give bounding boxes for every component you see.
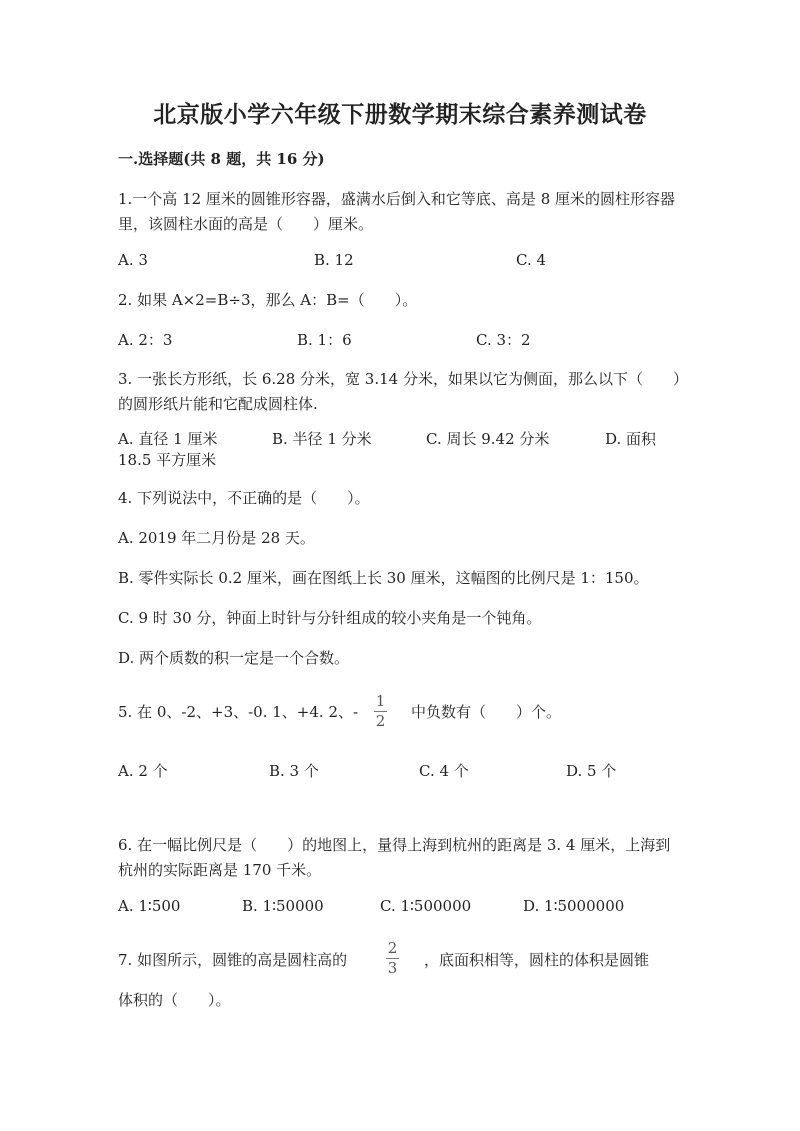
question-2-text: 2. 如果 A×2=B÷3，那么 A：B=（ ）。 — [118, 291, 418, 309]
fraction-two-thirds — [386, 940, 399, 977]
question-1-text: 1.一个高 12 厘米的圆锥形容器，盛满水后倒入和它等底、高是 8 厘米的圆柱形容器里，该圆柱水面的高是（ ）厘米。 — [118, 190, 676, 233]
option-d[interactable]: D. 面积 — [605, 430, 657, 448]
question-5-options — [118, 760, 684, 784]
page-title: 北京版小学六年级下册数学期末综合素养测试卷 — [153, 101, 647, 128]
question-5-text-before: 5. 在 0、-2、+3、-0. 1、+4. 2、- — [118, 703, 359, 721]
question-7-text-after: ，底面积相等，圆柱的体积是圆锥 — [424, 951, 650, 969]
question-7-text-line2: 体积的（ ）。 — [118, 991, 231, 1009]
option-b[interactable]: B. 12 — [314, 251, 354, 269]
option-a[interactable]: A. 2 个 — [118, 762, 168, 780]
option-a[interactable]: A. 2019 年二月份是 28 天。 — [118, 529, 315, 547]
question-6-text: 6. 在一幅比例尺是（ ）的地图上，量得上海到杭州的距离是 3. 4 厘米，上海到杭州的实际距离是 170 千米。 — [118, 836, 671, 879]
fraction-numerator: 2 — [387, 939, 398, 957]
option-c[interactable]: C. 4 — [516, 251, 547, 269]
option-b[interactable]: B. 零件实际长 0.2 厘米，画在图纸上长 30 厘米，这幅图的比例尺是 1：150。 — [118, 569, 649, 587]
option-a[interactable]: A. 1∶500 — [118, 897, 181, 915]
option-a[interactable]: A. 直径 1 厘米 — [118, 430, 218, 448]
fraction-one-half — [374, 693, 387, 730]
option-b[interactable]: B. 1∶50000 — [242, 897, 324, 915]
question-4-option-a[interactable] — [118, 527, 684, 551]
question-5-text-after: 中负数有（ ）个。 — [411, 703, 562, 721]
question-1-options — [118, 251, 684, 275]
option-a[interactable]: A. 3 — [118, 251, 148, 269]
option-b[interactable]: B. 半径 1 分米 — [272, 430, 372, 448]
fraction-numerator: 1 — [375, 692, 386, 710]
fraction-denominator: 3 — [387, 959, 398, 977]
option-b[interactable]: B. 1：6 — [297, 331, 352, 349]
option-c[interactable]: C. 周长 9.42 分米 — [426, 430, 550, 448]
option-b[interactable]: B. 3 个 — [269, 762, 319, 780]
option-c[interactable]: C. 9 时 30 分，钟面上时针与分针组成的较小夹角是一个钝角。 — [118, 609, 542, 627]
question-4-option-d[interactable] — [118, 647, 684, 671]
option-d-continued: 18.5 平方厘米 — [118, 451, 217, 469]
question-4-text: 4. 下列说法中，不正确的是（ ）。 — [118, 489, 370, 507]
question-3-option-d-continued — [118, 449, 684, 473]
question-7-text-before: 7. 如图所示，圆锥的高是圆柱高的 — [118, 951, 348, 969]
option-a[interactable]: A. 2：3 — [118, 331, 173, 349]
question-4-option-b[interactable] — [118, 567, 684, 591]
option-c[interactable]: C. 1∶500000 — [380, 897, 472, 915]
option-c[interactable]: C. 4 个 — [419, 762, 469, 780]
option-d[interactable]: D. 1∶5000000 — [523, 897, 625, 915]
question-6-options — [118, 897, 684, 921]
option-d[interactable]: D. 两个质数的积一定是一个合数。 — [118, 649, 350, 667]
question-4-option-c[interactable] — [118, 607, 684, 631]
section-heading: 一.选择题(共 8 题，共 16 分) — [118, 150, 325, 168]
option-c[interactable]: C. 3：2 — [476, 331, 531, 349]
question-3-text: 3. 一张长方形纸，长 6.28 分米，宽 3.14 分米，如果以它为侧面，那么以下（ ）的圆形纸片能和它配成圆柱体. — [118, 370, 681, 413]
fraction-denominator: 2 — [375, 712, 386, 730]
question-2-options — [118, 329, 684, 353]
option-d[interactable]: D. 5 个 — [566, 762, 617, 780]
